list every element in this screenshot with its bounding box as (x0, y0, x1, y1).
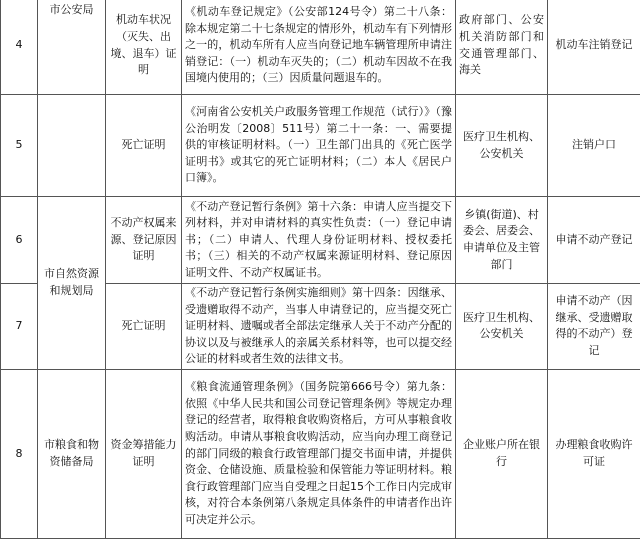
table-row (1, 0, 640, 95)
department-cell (38, 0, 106, 95)
legal-basis-cell: 《不动产登记暂行条例》第十六条：申请人应当提交下列材料，并对申请材料的真实性负责：（一）登记申请书；（二）申请人、代理人身份证明材料、授权委托书；（三）相关的不动产权属来源证明材料、登记原因证明文件、不动产权属证书。 (182, 197, 456, 284)
department-cell-empty (38, 95, 106, 197)
matter-cell: 申请不动产登记 (548, 197, 640, 284)
matter-cell: 注销户口 (548, 95, 640, 197)
row-number: 7 (1, 284, 38, 370)
row-number: 8 (1, 369, 38, 538)
department-cell: 市自然资源和规划局 (38, 197, 106, 370)
proof-cell: 死亡证明 (106, 284, 182, 370)
table-row (1, 197, 640, 284)
proof-cell: 资金筹措能力证明 (106, 369, 182, 538)
matter-cell: 机动车注销登记 (548, 0, 640, 95)
legal-basis-cell: 《粮食流通管理条例》（国务院第666号令）第九条：依照《中华人民共和国公司登记管理条例》等规定办理登记的经营者，取得粮食收购资格后，方可从事粮食收购活动。申请从事粮食收购活动，应当向办理工商登记的部门同级的粮食行政管理部门提交书面申请，并提供资金、仓储设施、质量检验和保管能力等证明材料。粮食行政管理部门应当自受理之日起15个工作日内完成审核，对符合本条例第八条规定具体条件的申请者作出许可决定并公示。 (182, 369, 456, 538)
row-number: 6 (1, 197, 38, 284)
legal-basis-cell: 《不动产登记暂行条例实施细则》第十四条：因继承、受遗赠取得不动产，当事人申请登记的，应当提交死亡证明材料、遗嘱或者全部法定继承人关于不动产分配的协议以及与被继承人的亲属关系材料等，也可以提交经公证的材料或者生效的法律文书。 (182, 284, 456, 370)
proof-cell: 死亡证明 (106, 95, 182, 197)
row-number: 4 (1, 0, 38, 95)
issuer-cell: 乡镇(街道)、村委会、居委会、申请单位及主管部门 (456, 197, 548, 284)
proof-cell: 机动车状况（灭失、出境、退车）证明 (106, 0, 182, 95)
legal-basis-cell: 《机动车登记规定》（公安部124号令）第二十八条：除本规定第二十七条规定的情形外，机动车有下列情形之一的，机动车所有人应当向登记地车辆管理所申请注销登记：（一）机动车灭失的；（二）机动车因故不在我国境内使用的；（三）因质量问题退车的。 (182, 0, 456, 95)
department-label: 市公安局 (50, 3, 94, 16)
matter-cell: 申请不动产（因继承、受遗赠取得的不动产）登记 (548, 284, 640, 370)
matter-cell: 办理粮食收购许可证 (548, 369, 640, 538)
issuer-cell: 医疗卫生机构、公安机关 (456, 95, 548, 197)
issuer-cell: 医疗卫生机构、公安机关 (456, 284, 548, 370)
issuer-cell: 政府部门、公安机关消防部门和交通管理部门、海关 (456, 0, 548, 95)
department-cell: 市粮食和物资储备局 (38, 369, 106, 538)
issuer-cell: 企业账户所在银行 (456, 369, 548, 538)
legal-basis-cell: 《河南省公安机关户政服务管理工作规范（试行）》（豫公治明发〔2008〕511号）第二十一条：一、需要提供的审核证明材料。（一）卫生部门出具的《死亡医学证明书》或其它的死亡证明材料；（二）本人《居民户口簿》。 (182, 95, 456, 197)
table-row (1, 369, 640, 538)
proof-cell: 不动产权属来源、登记原因证明 (106, 197, 182, 284)
table-row (1, 95, 640, 197)
row-number: 5 (1, 95, 38, 197)
